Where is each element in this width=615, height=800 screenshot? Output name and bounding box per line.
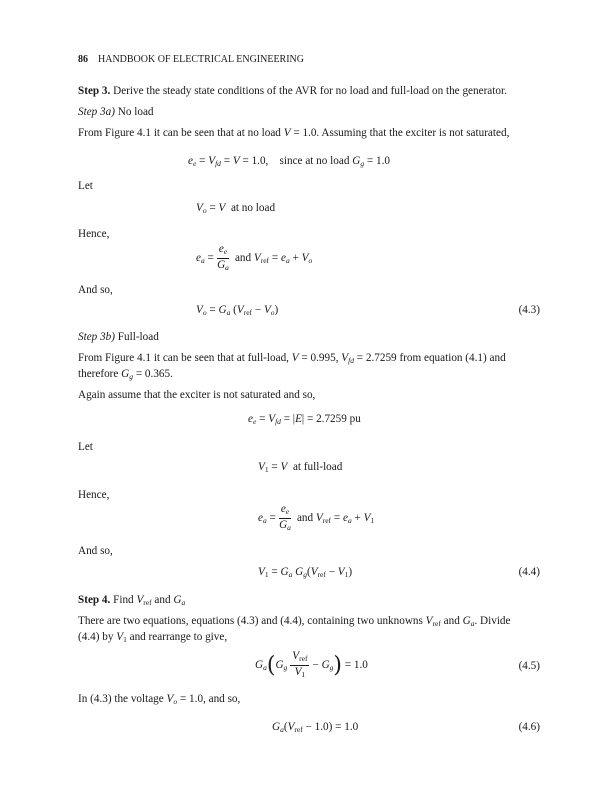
step3a-text: No load (117, 106, 154, 118)
equation-4-3: $V_o = G_a$ $(V_{ref} - V_o)$ (196, 304, 279, 317)
equation-ea-noload: $e_a$ = $\frac{e_e}{G_a}$ and $V_{ref} = e_a + V_o$ (196, 243, 313, 272)
step4-paragraph-line1: There are two equations, equations (4.3) and (4.4), containing two unknowns $V_{ref}$ and $G_a$. Divide (78, 615, 511, 628)
and-so-label-2: And so, (78, 545, 113, 557)
step3b-heading (78, 331, 159, 343)
eq-text: and (234, 252, 252, 265)
eq-value: 1.0 (375, 155, 390, 167)
in43-paragraph: In (4.3) the voltage $V_o = 1.0$, and so, (78, 693, 241, 706)
eq-value: 1.0 (353, 659, 368, 672)
hence-label-2: Hence, (78, 489, 110, 501)
equation-number-4-3: (4.3) (518, 304, 540, 316)
value-vo: 1.0 (189, 693, 204, 705)
eq-text: at full-load (292, 461, 343, 473)
para-text: and (443, 615, 460, 627)
value-vfd: 2.7259 (365, 352, 397, 364)
para-text: In (4.3) the voltage (78, 693, 164, 705)
eq-value: 1.0 (314, 721, 329, 733)
para-text: , and so, (203, 693, 241, 705)
para-text: From Figure 4.1 it can be seen that at full-load, (78, 352, 289, 364)
eq-value: 2.7259 (316, 413, 347, 425)
equation-4-5: $G_a(G_g$ $\frac{V_{ref}}{V_1}$ − $G_g) = 1.0$ (255, 650, 368, 679)
para-text: There are two equations, equations (4.3) and (4.4), containing two unknowns (78, 615, 423, 627)
step3-text: Derive the steady state conditions of the AVR for no load and full-load on the generator. (113, 85, 507, 97)
hence-label: Hence, (78, 228, 110, 240)
running-title: HANDBOOK OF ELECTRICAL ENGINEERING (98, 54, 305, 65)
value-v-noload: 1.0 (302, 127, 317, 139)
step3b-text: Full-load (117, 331, 159, 343)
step3-label: Step 3. (78, 85, 111, 97)
equation-vo: $V_o = V$ at no load (196, 202, 276, 215)
para-text: from equation (4.1) and (399, 352, 506, 364)
para-text: . Divide (474, 615, 511, 627)
step3a-paragraph: From Figure 4.1 it can be seen that at no load V = 1.0. Assuming that the exciter is not saturated, (78, 127, 510, 139)
equation-number-4-5: (4.5) (518, 660, 540, 672)
step4-label: Step 4. (78, 594, 111, 606)
para-text: . Assuming that the exciter is not saturated, (316, 127, 510, 139)
value-v-fullload: 0.995 (310, 352, 336, 364)
eq-text: pu (349, 413, 361, 425)
step3a-heading (78, 106, 154, 118)
equation-ee-noload: $e_e = V_{fd} = V = 1.0$, since at no load $G_g = 1.0$ (188, 155, 390, 168)
para-text: and rearrange to give, (129, 631, 228, 643)
let-label-2: Let (78, 441, 93, 453)
para-text: From Figure 4.1 it can be seen that at no load (78, 127, 281, 139)
step4-text: Find (113, 594, 134, 606)
equation-4-6: $G_a(V_{ref} - 1.0) = 1.0$ (272, 721, 359, 734)
value-gg: 0.365 (144, 368, 171, 380)
page-number: 86 (78, 54, 88, 65)
step3b-paragraph-line1: From Figure 4.1 it can be seen that at full-load, V = 0.995, $V_{fd} = 2.7259$ from equation (4.1) and (78, 352, 506, 365)
eq-value: 1.0 (344, 721, 359, 733)
equation-number-4-6: (4.6) (518, 721, 540, 733)
para-text: (4.4) by (78, 631, 114, 643)
equation-4-4: $V_1 = G_a$ $G_g(V_{ref} - V_1)$ (258, 566, 353, 579)
eq-text: and (296, 512, 314, 525)
step4-paragraph-line2: (4.4) by $V_1$ and rearrange to give, (78, 631, 228, 644)
step4-heading: Step 4. Find $V_{ref}$ and $G_a$ (78, 594, 186, 607)
step3b-paragraph-line2: therefore $G_g = 0.365$. (78, 368, 173, 381)
eq-text: since at no load (279, 155, 350, 167)
step3b-label: Step 3b) (78, 331, 115, 343)
let-label: Let (78, 180, 93, 192)
running-header (78, 54, 304, 65)
equation-ee-full: $e_e = V_{fd} = |E| = 2.7259$ pu (248, 413, 361, 426)
equation-ea-full: $e_a$ = $\frac{e_e}{G_a}$ and $V_{ref} = e_a + V_1$ (258, 503, 375, 532)
step4-text: and (154, 594, 171, 606)
eq-text: at no load (230, 202, 276, 214)
step3-heading (78, 85, 507, 97)
step3a-label: Step 3a) (78, 106, 115, 118)
eq-value: 1.0 (251, 155, 266, 167)
and-so-label: And so, (78, 284, 113, 296)
para-text: therefore (78, 368, 119, 380)
equation-number-4-4: (4.4) (518, 566, 540, 578)
again-paragraph: Again assume that the exciter is not saturated and so, (78, 389, 316, 401)
equation-v1: $V_1 = V$ at full-load (258, 461, 343, 474)
